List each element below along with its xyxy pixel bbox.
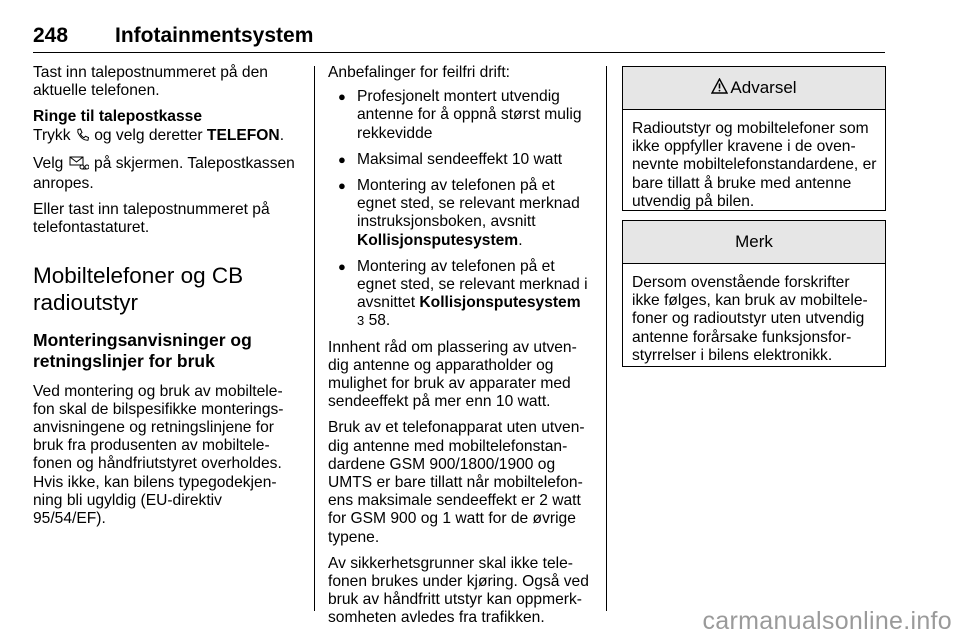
recommendation-list bbox=[328, 88, 592, 330]
page-header bbox=[33, 22, 885, 53]
warning-text: Radioutstyr og mobiltelefoner som ikke oppfyller kravene i de ovennevnte mobiltelefonstandardene, er bare tillatt å bruke med antenne utvendig på bilen. bbox=[632, 120, 877, 210]
bullet-icon: ● bbox=[338, 258, 346, 274]
paragraph: Innhent råd om plassering av utvendig antenne og apparatholder og mulighet for bruk av apparater med sendeeffekt på mer enn 10 watt. bbox=[328, 338, 577, 411]
paragraph: Velg på skjermen. Talepostkassen anropes. bbox=[33, 154, 295, 193]
warning-title: Advarsel bbox=[730, 77, 797, 97]
paragraph: Ved montering og bruk av mobiltelefon skal de bilspesifikke monteringsanvisningene og retningslinjene for bruk fra produsenten av mobiltelefonen og håndfriutstyret overholdes. Hvis ikke, kan bilens typegodekjenning bli ugyldig (EU-direktiv 95/54/EF). bbox=[33, 382, 284, 528]
paragraph: Anbefalinger for feilfri drift: bbox=[328, 64, 511, 81]
phone-icon bbox=[76, 128, 89, 147]
page-ref: 58. bbox=[368, 312, 391, 330]
section-heading: Mobiltelefoner og CB radioutstyr bbox=[33, 262, 244, 315]
note-box-header bbox=[623, 221, 885, 264]
left-column bbox=[33, 64, 295, 536]
list-item: ● Profesjonelt montert utvendig antenne for å oppnå størst mulig rekkevidde bbox=[338, 88, 582, 142]
paragraph: Bruk av et telefonapparat uten utvendig antenne med mobiltelefonstandardene GSM 900/1800/1900 og UMTS er bare tillatt når mobiltelefonens maksimale sendeeffekt er 2 watt for GSM 900 og 1 watt for de øvrige typene. bbox=[328, 419, 585, 546]
voicemail-icon bbox=[69, 156, 89, 175]
note-box bbox=[622, 220, 886, 367]
note-title: Merk bbox=[735, 231, 773, 251]
telefon-label: TELEFON bbox=[206, 126, 280, 144]
bullet-icon: ● bbox=[338, 151, 346, 167]
paragraph: Trykk og velg deretter TELEFON. bbox=[33, 127, 295, 147]
watermark: carmanualsonline.info bbox=[702, 607, 952, 635]
middle-column bbox=[328, 64, 592, 636]
page-ref-arrow-icon: 3 bbox=[357, 313, 365, 329]
list-item: ● Montering av telefonen på et egnet sted, se relevant merknad instruksjonsboken, avsnitt Kollisjonsputesystem. bbox=[338, 177, 580, 249]
bullet-icon: ● bbox=[338, 89, 346, 105]
note-text: Dersom ovenstående forskrifter ikke følges, kan bruk av mobiltelefoner og radioutstyr uten utvendig antenne forårsake funksjonsforstyrrelser i bilens elektronikk. bbox=[632, 274, 868, 364]
paragraph: Tast inn talepostnummeret på den aktuelle telefonen. bbox=[33, 64, 268, 100]
paragraph: Eller tast inn talepostnummeret på telefontastaturet. bbox=[33, 201, 270, 237]
bullet-icon: ● bbox=[338, 178, 346, 194]
column-divider bbox=[314, 66, 315, 611]
voicemail-heading: Ringe til talepostkasse bbox=[33, 108, 202, 126]
cross-reference: Kollisjonsputesystem bbox=[357, 231, 519, 249]
running-title: Infotainmentsystem bbox=[115, 24, 314, 47]
warning-triangle-icon bbox=[711, 78, 728, 98]
column-divider bbox=[606, 66, 607, 611]
warning-box-header bbox=[623, 67, 885, 110]
list-item: ● Montering av telefonen på et egnet sted, se relevant merknad i avsnittet Kollisjonsputesystem 3 58. bbox=[338, 257, 588, 330]
cross-reference: Kollisjonsputesystem bbox=[419, 294, 581, 312]
page-number: 248 bbox=[33, 24, 69, 47]
warning-box bbox=[622, 66, 886, 211]
list-item: ● Maksimal sendeeffekt 10 watt bbox=[338, 150, 563, 168]
paragraph: Av sikkerhetsgrunner skal ikke telefonen brukes under kjøring. Også ved bruk av håndfritt utstyr kan oppmerksomheten avledes fra trafikken. bbox=[328, 554, 589, 627]
sub-heading: Monteringsanvisninger og retningslinjer for bruk bbox=[33, 329, 252, 371]
